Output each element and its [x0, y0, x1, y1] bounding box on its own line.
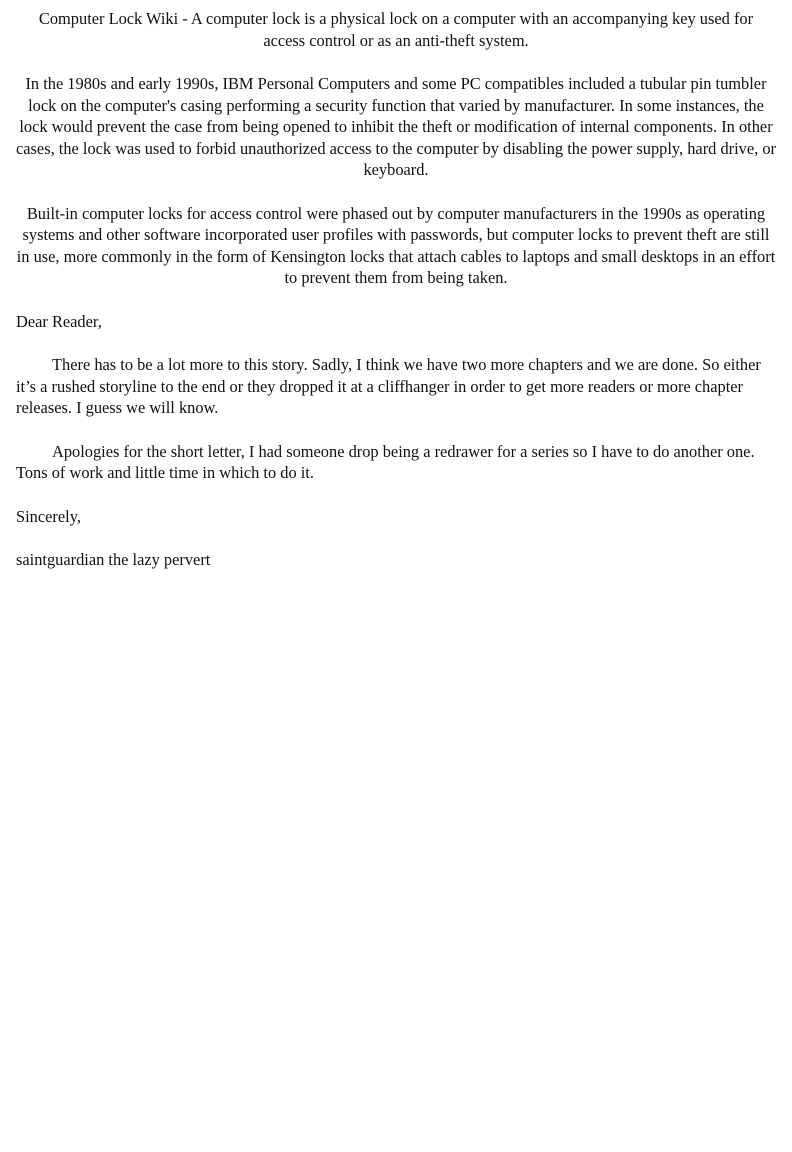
wiki-history-paragraph: In the 1980s and early 1990s, IBM Personal Computers and some PC compatibles included a tubular pin tumbler lock on the computer's casing performing a security function that varied by manufacturer. In some instances, the lock would prevent the case from being opened to inhibit the theft or modification of internal components. In other cases, the lock was used to forbid unauthorized access to the computer by disabling the power supply, hard drive, or keyboard.	[16, 74, 776, 179]
letter-closing: Sincerely,	[16, 506, 81, 526]
letter-paragraph-1: There has to be a lot more to this story. Sadly, I think we have two more chapters and we are done. So either it’s a rushed storyline to the end or they dropped it at a cliffhanger in order to get more readers or more chapter releases. I guess we will know.	[16, 355, 761, 417]
letter-greeting: Dear Reader,	[16, 311, 102, 331]
letter-paragraph-2: Apologies for the short letter, I had someone drop being a redrawer for a series so I have to do another one. Tons of work and little time in which to do it.	[16, 441, 755, 482]
wiki-modern-use-paragraph: Built-in computer locks for access control were phased out by computer manufacturers in the 1990s as operating systems and other software incorporated user profiles with passwords, but computer locks to prevent theft are still in use, more commonly in the form of Kensington locks that attach cables to laptops and small desktops in an effort to prevent them from being taken.	[16, 203, 776, 287]
translator-letter	[16, 311, 776, 571]
letter-signature: saintguardian the lazy pervert	[16, 550, 211, 569]
wiki-excerpt	[16, 8, 776, 289]
wiki-intro-paragraph: Computer Lock Wiki - A computer lock is a physical lock on a computer with an accompanying key used for access control or as an anti-theft system.	[38, 9, 754, 50]
